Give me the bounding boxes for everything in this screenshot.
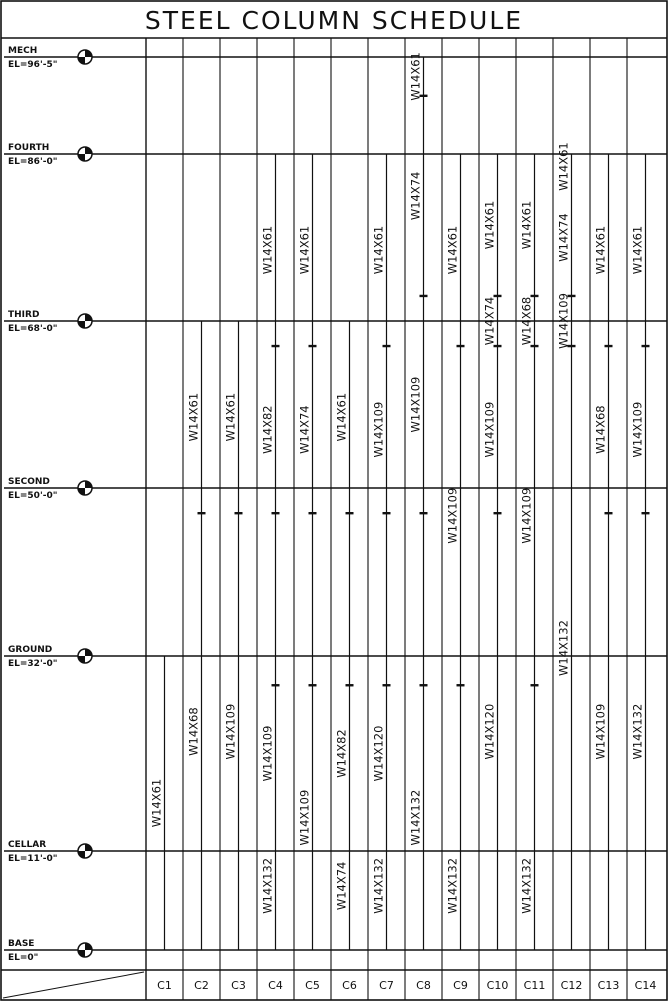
section-label: W14X61 <box>334 392 349 442</box>
level-marker-fill <box>85 481 92 488</box>
section-label: W14X74 <box>556 213 571 262</box>
column-tag: C2 <box>194 979 209 992</box>
level-name: SECOND <box>8 477 50 487</box>
section-label: W14X109 <box>556 293 571 349</box>
section-label: W14X74 <box>408 171 423 221</box>
column-tag: C10 <box>486 979 509 992</box>
level-elevation: EL=68'-0" <box>8 324 58 334</box>
level-elevation: EL=86'-0" <box>8 157 58 167</box>
column-tag: C13 <box>597 979 620 992</box>
section-label: W14X61 <box>408 52 423 101</box>
level-elevation: EL=50'-0" <box>8 491 58 501</box>
level-marker-fill <box>78 154 85 161</box>
level-marker-fill <box>85 314 92 321</box>
column-tag: C9 <box>453 979 468 992</box>
section-label: W14X74 <box>334 861 349 911</box>
section-label: W14X109 <box>408 376 423 433</box>
column-tag: C6 <box>342 979 357 992</box>
level-marker-fill <box>78 321 85 328</box>
section-label: W14X61 <box>482 200 497 250</box>
level-name: BASE <box>8 939 35 949</box>
level-marker-fill <box>85 844 92 851</box>
level-marker-fill <box>85 147 92 154</box>
column-tag: C1 <box>157 979 172 992</box>
level-marker-fill <box>78 950 85 957</box>
section-label: W14X109 <box>223 703 238 760</box>
section-label: W14X132 <box>408 789 423 846</box>
section-label: W14X109 <box>593 703 608 760</box>
section-label: W14X120 <box>371 725 386 782</box>
section-label: W14X109 <box>482 401 497 458</box>
section-label: W14X82 <box>260 405 275 454</box>
level-name: THIRD <box>8 310 40 320</box>
level-marker-fill <box>78 488 85 495</box>
level-marker-fill <box>78 656 85 663</box>
section-label: W14X61 <box>223 392 238 442</box>
section-label: W14X68 <box>519 296 534 346</box>
section-label: W14X61 <box>593 225 608 275</box>
section-label: W14X61 <box>630 225 645 275</box>
section-label: W14X120 <box>482 703 497 760</box>
section-label: W14X74 <box>482 296 497 346</box>
section-label: W14X109 <box>297 789 312 846</box>
column-tag: C8 <box>416 979 431 992</box>
level-elevation: EL=96'-5" <box>8 60 58 70</box>
section-label: W14X132 <box>556 620 571 676</box>
footer-diagonal <box>3 972 144 998</box>
level-name: CELLAR <box>8 840 47 850</box>
section-label: W14X109 <box>519 487 534 544</box>
level-name: FOURTH <box>8 143 50 153</box>
level-name: GROUND <box>8 645 53 655</box>
section-label: W14X61 <box>556 142 571 191</box>
level-marker-fill <box>85 649 92 656</box>
section-label: W14X132 <box>630 703 645 760</box>
section-label: W14X61 <box>186 392 201 442</box>
section-label: W14X132 <box>260 857 275 914</box>
section-label: W14X68 <box>186 707 201 756</box>
level-marker-fill <box>78 57 85 64</box>
section-label: W14X109 <box>630 401 645 458</box>
level-marker-fill <box>78 851 85 858</box>
section-label: W14X61 <box>297 225 312 275</box>
section-label: W14X132 <box>519 857 534 914</box>
section-label: W14X82 <box>334 729 349 778</box>
column-tag: C3 <box>231 979 246 992</box>
section-label: W14X109 <box>371 401 386 458</box>
section-label: W14X132 <box>371 857 386 914</box>
section-label: W14X74 <box>297 405 312 454</box>
level-marker-fill <box>85 943 92 950</box>
column-tag: C4 <box>268 979 283 992</box>
schedule-title: STEEL COLUMN SCHEDULE <box>144 6 524 35</box>
column-tags <box>157 979 656 992</box>
column-tag: C11 <box>523 979 546 992</box>
section-label: W14X61 <box>445 225 460 275</box>
column-members <box>150 52 650 950</box>
column-tag: C7 <box>379 979 394 992</box>
level-elevation: EL=32'-0" <box>8 659 58 669</box>
section-label: W14X109 <box>260 725 275 782</box>
section-label: W14X61 <box>371 225 386 275</box>
section-label: W14X61 <box>519 200 534 250</box>
level-marker-fill <box>85 50 92 57</box>
column-tag: C14 <box>634 979 657 992</box>
section-label: W14X109 <box>445 487 460 544</box>
section-label: W14X132 <box>445 857 460 914</box>
column-tag: C12 <box>560 979 583 992</box>
section-label: W14X61 <box>149 778 164 828</box>
section-label: W14X61 <box>260 225 275 275</box>
level-elevation: EL=0" <box>8 953 39 963</box>
level-name: MECH <box>8 46 38 56</box>
column-tag: C5 <box>305 979 320 992</box>
level-elevation: EL=11'-0" <box>8 854 58 864</box>
section-label: W14X68 <box>593 405 608 454</box>
